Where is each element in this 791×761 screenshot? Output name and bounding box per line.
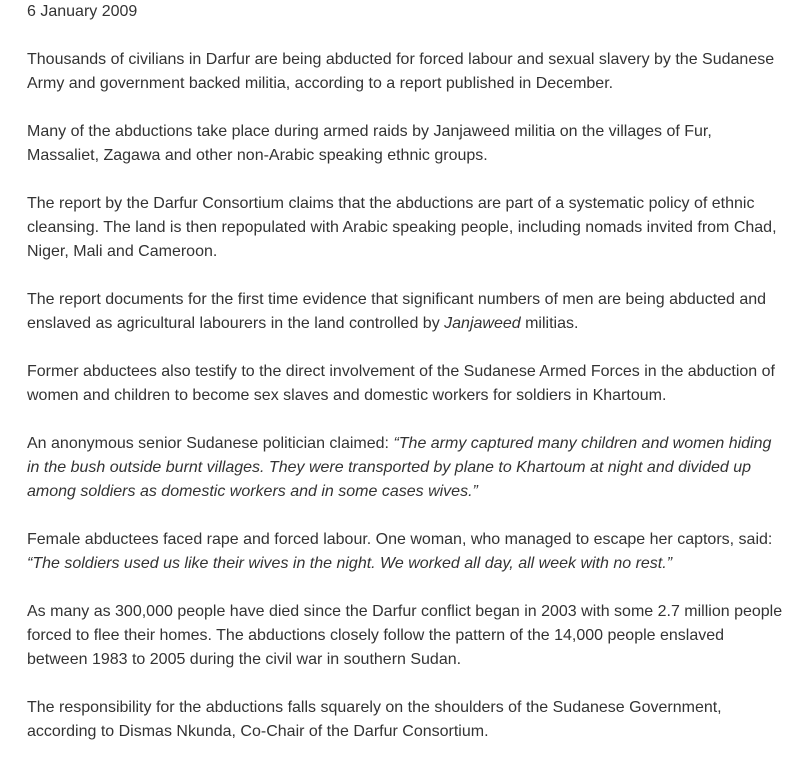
paragraph-1: Thousands of civilians in Darfur are being abducted for forced labour and sexual slavery by the Sudanese Army and government backed militia, according to a report published in December. bbox=[27, 51, 775, 92]
paragraph-4-text: The report documents for the first time evidence that significant numbers of men are being abducted and enslaved as agricultural labourers in the land controlled by bbox=[27, 291, 767, 332]
paragraph-3: The report by the Darfur Consortium claims that the abductions are part of a systematic policy of ethnic cleansing. The land is then repopulated with Arabic speaking people, including nomads invited from Chad, Niger, Mali and Cameroon. bbox=[27, 195, 777, 260]
paragraph-7-text: Female abductees faced rape and forced labour. One woman, who managed to escape her captors, said: bbox=[27, 531, 773, 548]
paragraph-4 bbox=[27, 288, 787, 336]
paragraph-2: Many of the abductions take place during armed raids by Janjaweed militia on the villages of Fur, Massaliet, Zagawa and other non-Arabic speaking ethnic groups. bbox=[27, 123, 712, 164]
paragraph-6-quote: “The army captured many children and women hiding in the bush outside burnt villages. They were transported by plane to Khartoum at night and divided up among soldiers as domestic workers and in some cases wives.” bbox=[27, 435, 772, 500]
paragraph-9: The responsibility for the abductions falls squarely on the shoulders of the Sudanese Government, according to Dismas Nkunda, Co-Chair of the Darfur Consortium. bbox=[27, 699, 722, 740]
paragraph-5: Former abductees also testify to the direct involvement of the Sudanese Armed Forces in the abduction of women and children to become sex slaves and domestic workers for soldiers in Khartoum. bbox=[27, 363, 775, 404]
article-date-wrap bbox=[27, 0, 787, 24]
paragraph-6 bbox=[27, 432, 787, 504]
paragraph-7 bbox=[27, 528, 787, 576]
paragraph-7-quote: “The soldiers used us like their wives in the night. We worked all day, all week with no rest.” bbox=[27, 555, 673, 572]
paragraph-8: As many as 300,000 people have died since the Darfur conflict began in 2003 with some 2.7 million people forced to flee their homes. The abductions closely follow the pattern of the 14,000 people enslaved between 1983 to 2005 during the civil war in southern Sudan. bbox=[27, 603, 783, 668]
paragraph-4-italic: Janjaweed bbox=[444, 315, 521, 332]
paragraph-4-tail: militias. bbox=[520, 315, 579, 332]
paragraph-6-text: An anonymous senior Sudanese politician claimed: bbox=[27, 435, 394, 452]
article-date: 6 January 2009 bbox=[27, 3, 138, 20]
